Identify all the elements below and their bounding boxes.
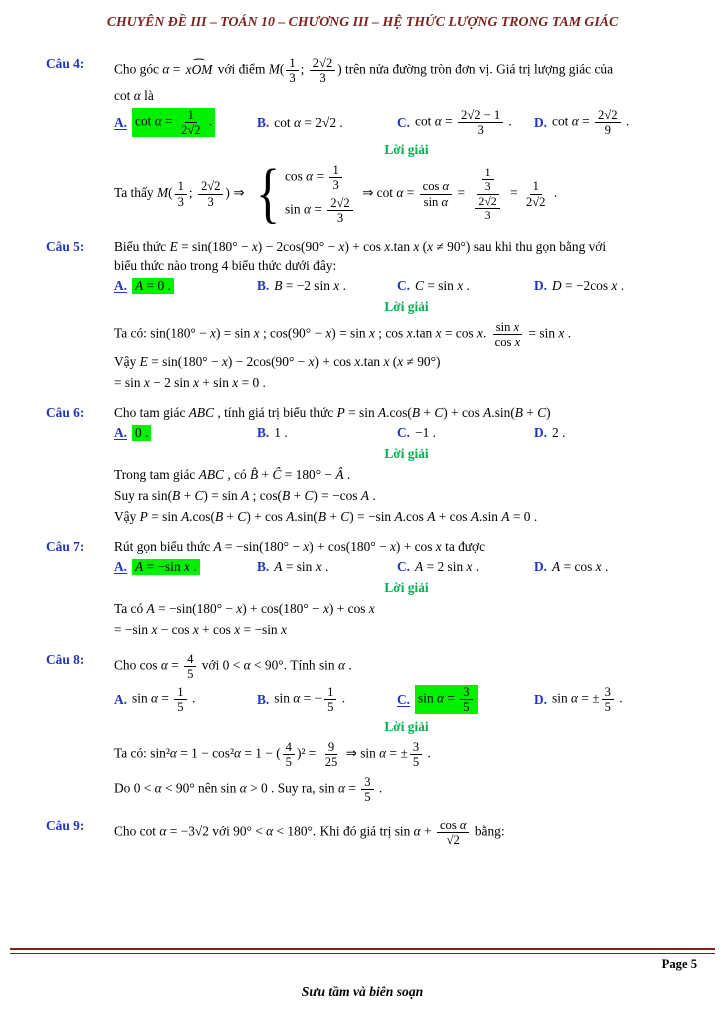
question-9 [46, 818, 699, 850]
question-5-label: Câu 5: [46, 238, 85, 254]
option-b-letter: B. [257, 424, 270, 440]
question-5-solution-line-1: Ta có: sin(180° − x) = sin x ; cos(90° − x) = sin x ; cos x.tan x = cos x. $\frac{\text{sin x}}{\text{cos x}}$ = sin x . [114, 319, 572, 349]
question-8-label: Câu 8: [46, 651, 85, 667]
option-a-letter: A. [114, 558, 128, 574]
question-8 [46, 652, 699, 809]
question-8-stem-line-1: Cho cos α = $\frac{4}{5}$ với 0 < α < 90°. Tính sin α . [114, 651, 352, 682]
brace-glyph: { [255, 156, 280, 231]
option-d-letter: D. [534, 424, 548, 440]
option-d-text: sin α = ± $\frac{3}{5}$ . [552, 685, 623, 715]
question-9-stem-line-1: Cho cot α = −3√2 với 90° < α < 180°. Khi đó giá trị sin α + $\frac{\text{cos α}}{√2}$ bằng: [114, 817, 505, 847]
option-b-text: B = −2 sin x . [274, 277, 346, 293]
question-7-stem-line-1: Rút gọn biểu thức A = −sin(180° − x) + cos(180° − x) + cos x ta được [114, 538, 486, 554]
fraction: $\frac{4}{5}$ [184, 652, 196, 681]
question-6-solution-line-2: Suy ra sin(B + C) = sin A ; cos(B + C) = −cos A . [114, 487, 376, 503]
fraction: $\frac{\text{sin x}}{\text{cos x}}$ [494, 319, 521, 349]
cases-brace: { cos α = $\frac{1}{3}$ sin α = $\frac{2√2}{3}$ [252, 163, 355, 224]
question-5 [46, 239, 699, 396]
question-5-solution-line-2: Vậy E = sin(180° − x) − 2cos(90° − x) + cos x.tan x (x ≠ 90°) [114, 353, 441, 369]
fraction: $\frac{2√2}{9}$ [595, 108, 620, 137]
option-d [534, 425, 699, 441]
solution-heading: Lời giải [384, 719, 429, 735]
question-4-solution-line-1: Ta thấy M( $\frac{1}{3}$ ; $\frac{2√2}{3}$ ) ⇒ { cos α = $\frac{1}{3}$ sin α = $\frac{2√2}{3}$ ⇒ cot α = $\frac{\text{cos α}}{\text{sin α}}$ = $\frac{\frac{1}{3}}{\frac{2√2}{3}}$ = $\frac{1}{2√2}$ . [114, 156, 558, 231]
option-a-text: A = 0 . [132, 278, 174, 294]
question-7-body [114, 539, 699, 643]
question-8-solution-line-1: Ta có: sin²α = 1 − cos²α = 1 − ( $\frac{4}{5}$ )² = $\frac{9}{25}$ ⇒ sin α = ± $\frac{3}{5}$ . [114, 740, 431, 770]
option-b [257, 685, 397, 714]
fraction: $\frac{9}{25}$ [324, 740, 338, 770]
fraction: $\frac{1}{2√2}$ [525, 179, 546, 209]
solution-heading: Lời giải [384, 298, 429, 314]
option-a-text: sin α = $\frac{1}{5}$ . [132, 685, 196, 715]
footer-note: Sưu tầm và biên soạn [301, 984, 424, 999]
fraction: $\frac{1}{2√2}$ [181, 108, 201, 138]
fraction: $\frac{1}{3}$ [329, 163, 341, 192]
question-6-stem-line-1: Cho tam giác ABC , tính giá trị biểu thức P = sin A.cos(B + C) + cos A.sin(B + C) [114, 404, 551, 420]
question-8-options [114, 685, 699, 714]
question-9-label: Câu 9: [46, 817, 85, 833]
fraction: $\frac{2√2}{3}$ [310, 56, 335, 85]
question-5-solution-line-3: = sin x − 2 sin x + sin x = 0 . [114, 374, 266, 390]
option-a [114, 685, 257, 714]
option-a [114, 278, 257, 294]
option-d-text: A = cos x . [552, 558, 609, 574]
question-7-label: Câu 7: [46, 538, 85, 554]
option-d [534, 108, 699, 137]
question-4-body [114, 56, 699, 230]
fraction: $\frac{3}{5}$ [361, 775, 373, 804]
fraction: $\frac{1}{5}$ [324, 685, 336, 714]
option-a-letter: A. [114, 424, 128, 440]
footer-divider [10, 948, 715, 954]
question-5-options [114, 278, 699, 294]
question-6-body [114, 405, 699, 530]
solution-heading: Lời giải [384, 579, 429, 595]
question-6-solution-line-1: Trong tam giác ABC , có B̂ + Ĉ = 180° − Â . [114, 466, 351, 482]
option-b-letter: B. [257, 277, 270, 293]
option-c-text: cot α = $\frac{2√2 - 1}{3}$ . [415, 108, 512, 138]
fraction: $\frac{2√2}{3}$ [198, 179, 223, 208]
option-b-text: A = sin x . [274, 558, 329, 574]
fraction: $\frac{\text{cos α}}{\text{sin α}}$ [420, 179, 453, 208]
question-4-stem-line-2: cot α là [114, 88, 154, 104]
option-a-text: 0 . [132, 425, 151, 441]
option-a-letter: A. [114, 277, 128, 293]
option-d [534, 559, 699, 575]
option-d-text: 2 . [552, 424, 566, 440]
fraction: $\frac{3}{5}$ [460, 685, 472, 714]
widehat: ⌢ xOM [184, 62, 215, 78]
option-c [397, 278, 534, 294]
option-b [257, 425, 397, 441]
solution-heading: Lời giải [384, 142, 429, 158]
option-c-letter: C. [397, 424, 411, 440]
solution-heading: Lời giải [384, 445, 429, 461]
option-c [397, 425, 534, 441]
option-c-letter: C. [397, 277, 411, 293]
option-c-text: A = 2 sin x . [415, 558, 480, 574]
question-5-body [114, 239, 699, 396]
option-a-letter: A. [114, 691, 128, 707]
option-b-letter: B. [257, 691, 270, 707]
fraction: $\frac{1}{5}$ [174, 685, 186, 714]
option-c [397, 685, 534, 714]
option-a-letter: A. [114, 114, 128, 130]
option-b [257, 278, 397, 294]
question-5-stem-line-1: Biểu thức E = sin(180° − x) − 2cos(90° − x) + cos x.tan x (x ≠ 90°) sau khi thu gọn bằng với [114, 238, 607, 254]
fraction: $\frac{1}{3}$ [286, 56, 298, 85]
option-c [397, 559, 534, 575]
page-number: Page 5 [661, 957, 697, 971]
option-b-letter: B. [257, 558, 270, 574]
option-b-text: sin α = − $\frac{1}{5}$ . [274, 685, 346, 715]
option-a [114, 108, 257, 137]
fraction: $\frac{1}{3}$ [175, 179, 187, 208]
option-d [534, 278, 699, 294]
option-a [114, 425, 257, 441]
fraction: $\frac{3}{5}$ [602, 685, 614, 714]
question-4 [46, 56, 699, 230]
fraction: $\frac{2√2}{3}$ [327, 196, 352, 225]
question-6-options [114, 425, 699, 441]
option-d-letter: D. [534, 114, 548, 130]
option-d [534, 685, 699, 714]
option-d-text: D = −2cos x . [552, 277, 625, 293]
question-6 [46, 405, 699, 530]
option-a-text: A = −sin x . [132, 559, 200, 575]
page-title: CHUYÊN ĐỀ III – TOÁN 10 – CHƯƠNG III – HỆ THỨC LƯỢNG TRONG TAM GIÁC [106, 14, 619, 29]
question-8-body [114, 652, 699, 809]
fraction: $\frac{3}{5}$ [410, 740, 422, 769]
option-c-text: −1 . [415, 424, 436, 440]
fraction: $\frac{2√2 - 1}{3}$ [458, 108, 503, 137]
option-d-letter: D. [534, 277, 548, 293]
option-d-letter: D. [534, 691, 548, 707]
question-4-label: Câu 4: [46, 56, 85, 71]
question-6-label: Câu 6: [46, 404, 85, 420]
question-9-body [114, 818, 699, 850]
option-c-text: sin α = $\frac{3}{5}$ [415, 685, 478, 714]
option-b [257, 115, 397, 131]
option-d-text: cot α = $\frac{2√2}{9}$ . [552, 108, 630, 138]
question-4-options [114, 108, 699, 137]
option-b-text: 1 . [274, 424, 288, 440]
question-6-solution-line-3: Vậy P = sin A.cos(B + C) + cos A.sin(B + C) = −sin A.cos A + cos A.sin A = 0 . [114, 508, 538, 524]
question-4-stem-line-1: Cho góc α = ⌢ xOM với điểm M( $\frac{1}{3}$ ; $\frac{2√2}{3}$ ) trên nửa đường tròn đơn vị. Giá trị lượng giác của [114, 56, 699, 85]
fraction: $\frac{\text{cos α}}{√2}$ [437, 818, 470, 847]
option-c-letter: C. [397, 558, 411, 574]
option-c-letter: C. [397, 691, 411, 707]
option-a-text: cot α = $\frac{1}{2√2}$ . [132, 108, 215, 137]
question-8-solution-line-2: Do 0 < α < 90° nên sin α > 0 . Suy ra, sin α = $\frac{3}{5}$ . [114, 774, 383, 804]
option-d-letter: D. [534, 558, 548, 574]
option-a [114, 559, 257, 575]
question-7-options [114, 559, 699, 575]
question-7 [46, 539, 699, 643]
question-7-solution-line-1: Ta có A = −sin(180° − x) + cos(180° − x) + cos x [114, 600, 375, 616]
fraction [470, 166, 504, 222]
content [0, 30, 725, 850]
option-b [257, 559, 397, 575]
question-7-solution-line-2: = −sin x − cos x + cos x = −sin x [114, 621, 287, 637]
option-c-text: C = sin x . [415, 277, 470, 293]
fraction: $\frac{1}{3}$ [482, 166, 494, 194]
fraction: $\frac{4}{5}$ [283, 740, 295, 769]
option-b-text: cot α = 2√2 . [274, 114, 343, 130]
option-c-letter: C. [397, 114, 411, 130]
question-5-stem-line-2: biểu thức nào trong 4 biểu thức dưới đây: [114, 257, 337, 273]
option-b-letter: B. [257, 114, 270, 130]
fraction: $\frac{2√2}{3}$ [475, 195, 499, 223]
option-c [397, 108, 534, 137]
